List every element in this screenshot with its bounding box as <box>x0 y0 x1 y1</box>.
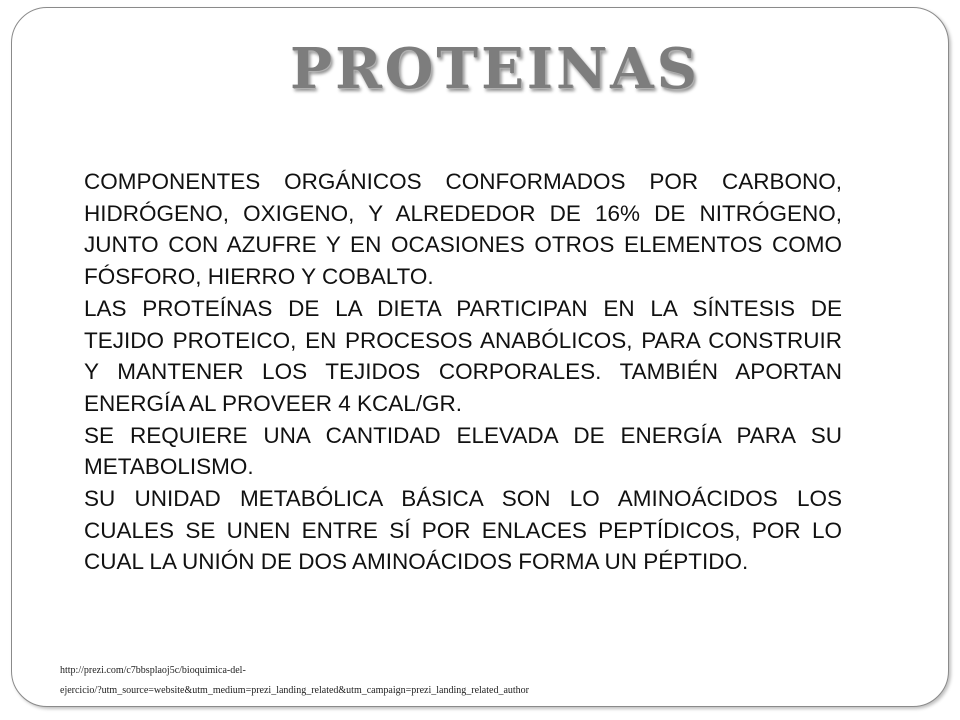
source-url-line-1: http://prezi.com/c7bbsplaoj5c/bioquimica-del- <box>60 665 246 676</box>
paragraph-metabolism-energy: SE REQUIERE UNA CANTIDAD ELEVADA DE ENERGÍA PARA SU METABOLISMO. <box>84 422 842 480</box>
source-link[interactable] <box>60 661 800 701</box>
source-url-line-2: ejercicio/?utm_source=website&utm_medium=prezi_landing_related&utm_campaign=prezi_landing_related_author <box>60 685 529 696</box>
paragraph-amino-acids: SU UNIDAD METABÓLICA BÁSICA SON LO AMINOÁCIDOS LOS CUALES SE UNEN ENTRE SÍ POR ENLACES PEPTÍDICOS, POR LO CUAL LA UNIÓN DE DOS AMINOÁCIDOS FORMA UN PÉPTIDO. <box>84 486 842 575</box>
paragraph-diet-function: LAS PROTEÍNAS DE LA DIETA PARTICIPAN EN LA SÍNTESIS DE TEJIDO PROTEICO, EN PROCESOS ANABÓLICOS, PARA CONSTRUIR Y MANTENER LOS TEJIDOS CORPORALES. TAMBIÉN APORTAN ENERGÍA AL PROVEER 4 KCAL/GR. <box>84 295 842 416</box>
slide-body <box>84 166 842 578</box>
paragraph-composition: COMPONENTES ORGÁNICOS CONFORMADOS POR CARBONO, HIDRÓGENO, OXIGENO, Y ALREDEDOR DE 16% DE NITRÓGENO, JUNTO CON AZUFRE Y EN OCASIONES OTROS ELEMENTOS COMO FÓSFORO, HIERRO Y COBALTO. <box>84 169 842 290</box>
slide-title: PROTEINAS <box>289 36 701 102</box>
